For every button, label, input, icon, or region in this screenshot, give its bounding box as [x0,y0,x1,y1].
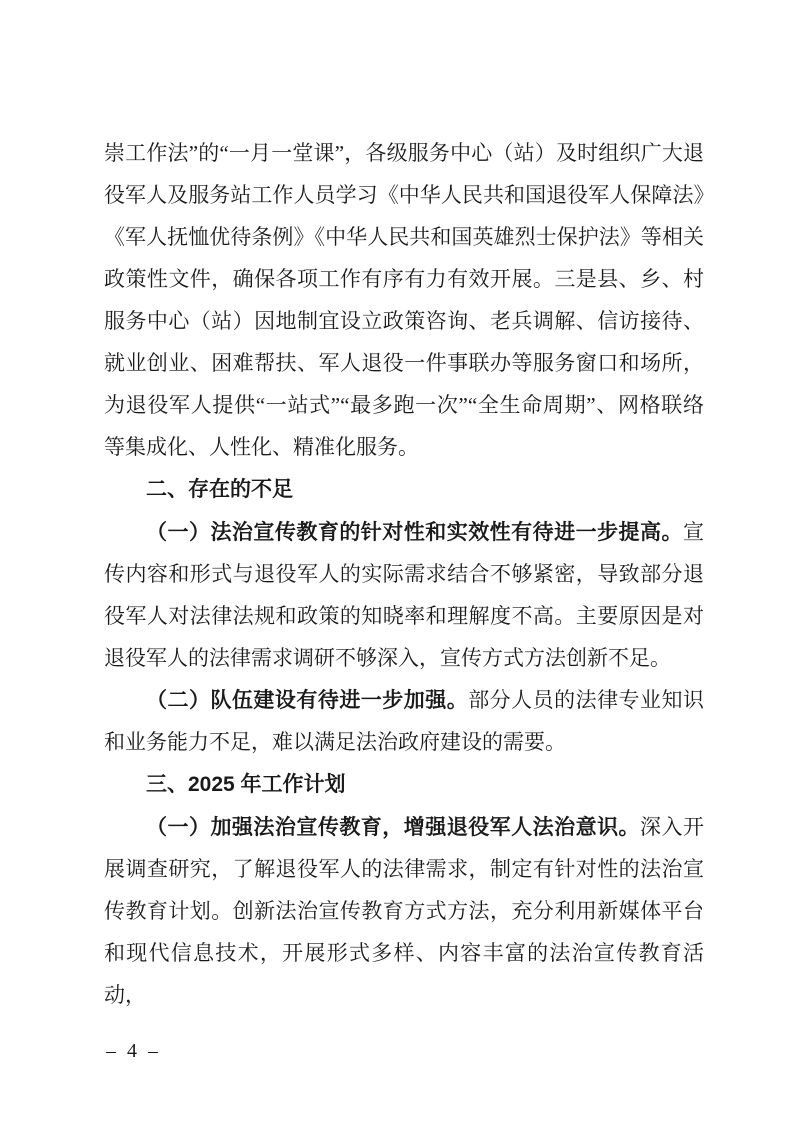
paragraph-service-centers [104,132,704,468]
document-body [104,132,704,1016]
heading-text: 二、存在的不足 [146,478,293,501]
bold-lead-run: （二）队伍建设有待进一步加强。 [146,688,469,712]
page-number: – 4 – [106,1040,161,1062]
paragraph-plan-1 [104,806,704,1016]
section-heading-2025-plan [104,763,704,806]
section-heading-shortcomings [104,468,704,511]
text-run: 崇工作法”的“一月一堂课”，各级服务中心（站）及时组织广大退役军人及服务站工作人员学习《中华人民共和国退役军人保障法》《军人抚恤优待条例》《中华人民共和国英雄烈士保护法》等相关政策性文件，确保各项工作有序有力有效开展。三是县、乡、村服务中心（站）因地制宜设立政策咨询、老兵调解、信访接待、就业创业、困难帮扶、军人退役一件事联办等服务窗口和场所，为退役军人提供“一站式”“最多跑一次”“全生命周期”、网格联络等集成化、人性化、精准化服务。 [104,141,704,459]
bold-lead-run: （一）加强法治宣传教育，增强退役军人法治意识。 [146,815,641,839]
text-run: 部分人员的法律专业知识和业务能力不足，难以满足法治政府建设的需要。 [104,688,705,754]
heading-text: 三、2025 年工作计划 [146,773,346,796]
paragraph-shortcoming-1 [104,511,704,679]
text-run: 深入开展调查研究，了解退役军人的法律需求，制定有针对性的法治宣传教育计划。创新法治宣传教育方式方法，充分利用新媒体平台和现代信息技术，开展形式多样、内容丰富的法治宣传教育活动， [104,815,705,1007]
text-run: 宣传内容和形式与退役军人的实际需求结合不够紧密，导致部分退役军人对法律法规和政策的知晓率和理解度不高。主要原因是对退役军人的法律需求调研不够深入，宣传方式方法创新不足。 [104,520,704,670]
paragraph-shortcoming-2 [104,679,704,763]
bold-lead-run: （一）法治宣传教育的针对性和实效性有待进一步提高。 [146,520,683,544]
